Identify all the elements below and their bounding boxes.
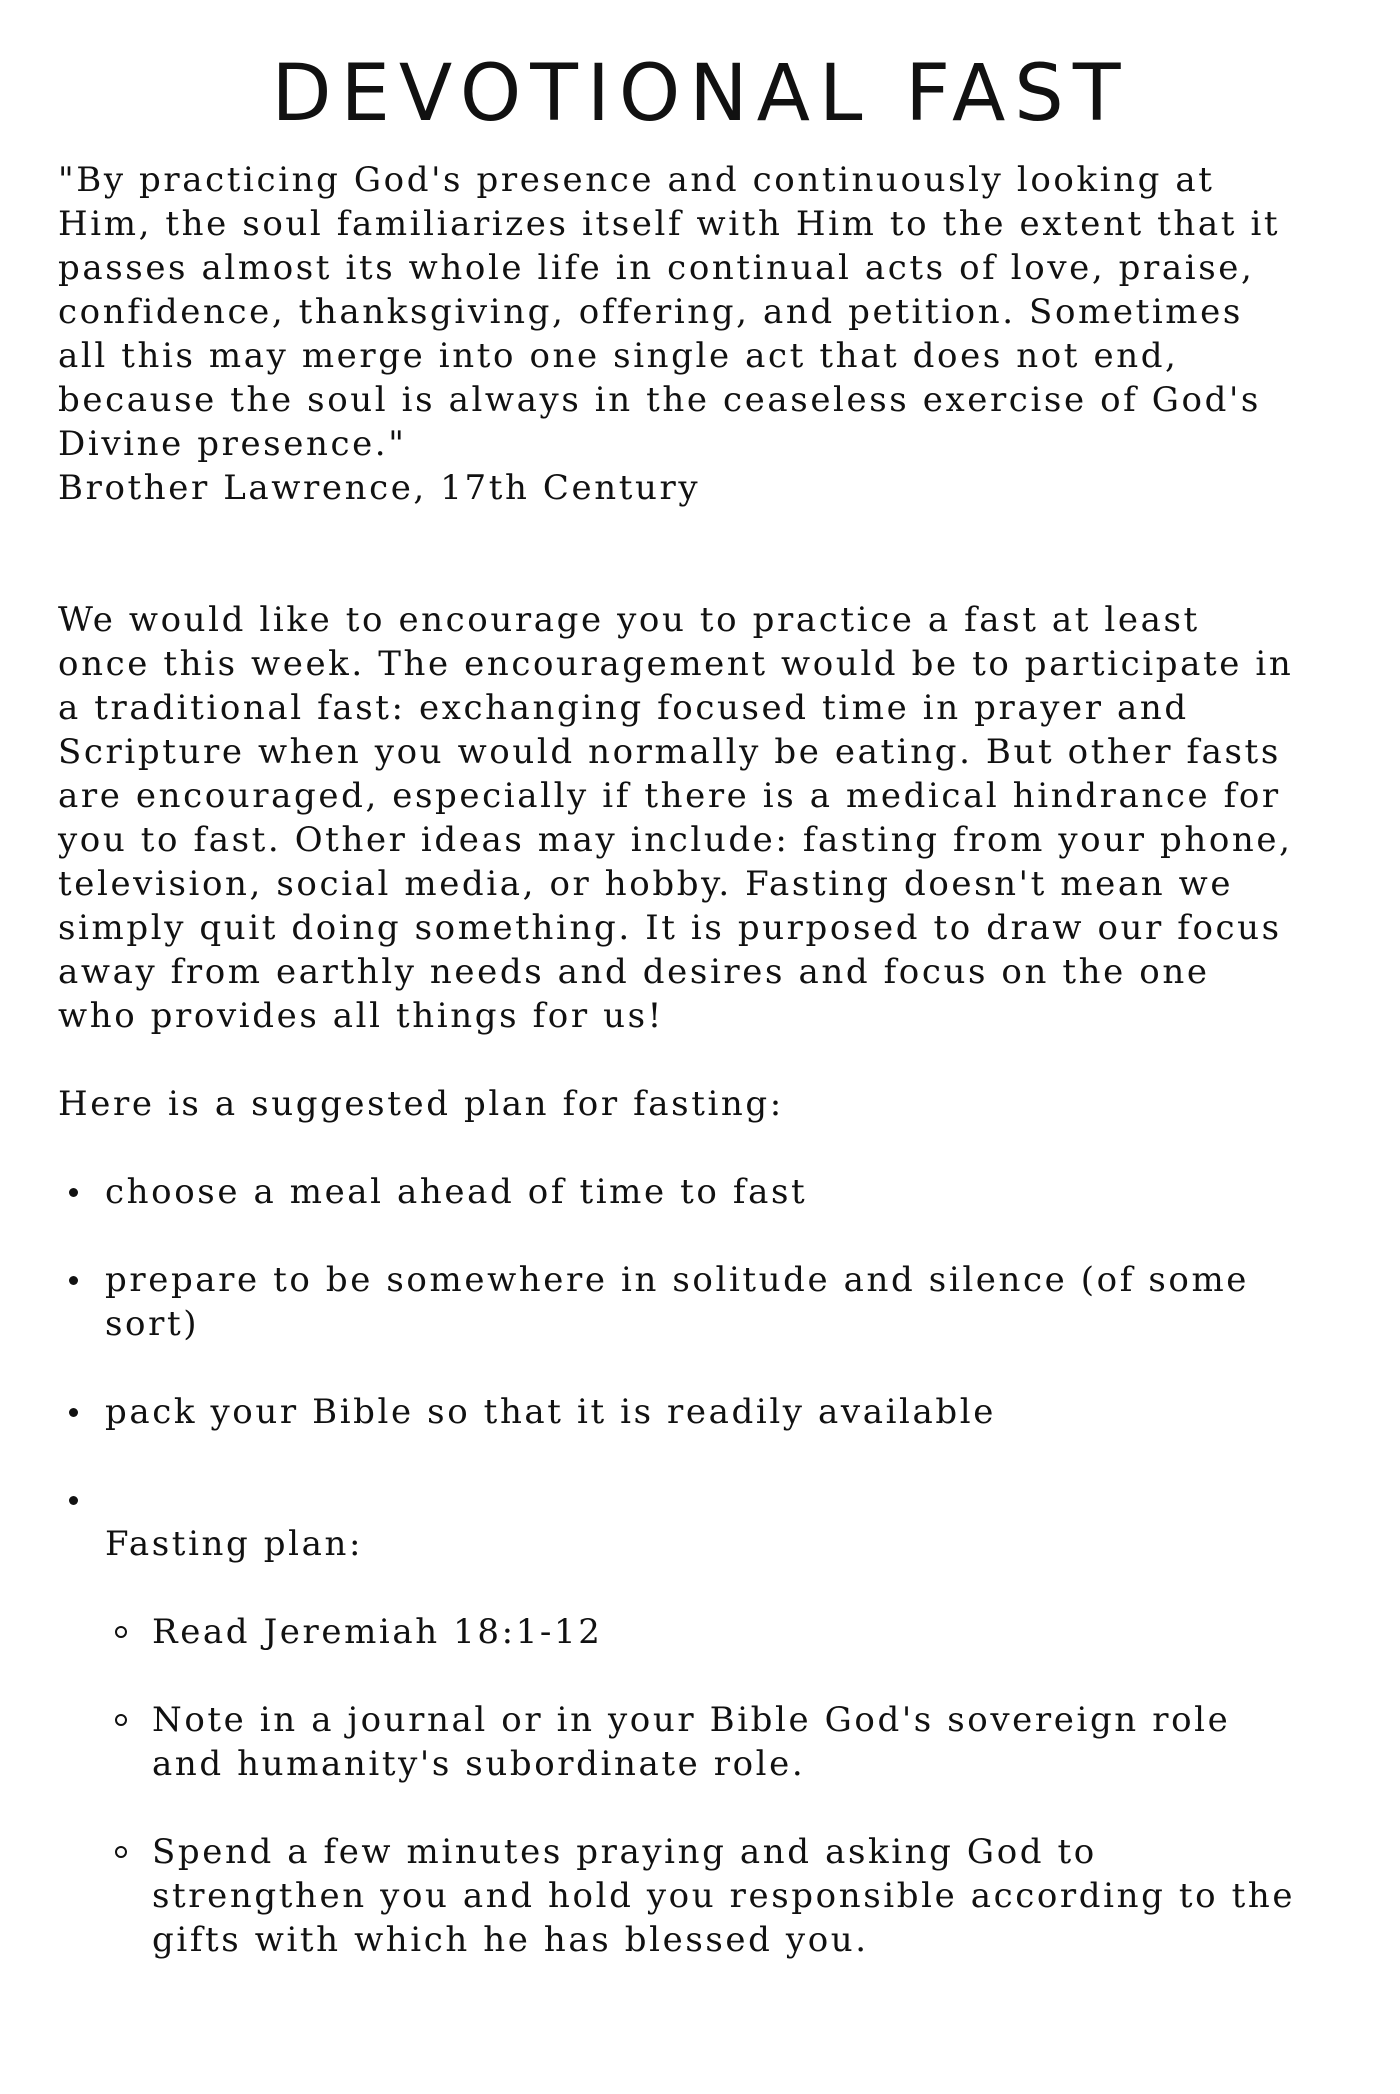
fasting-plan-sublist	[105, 1566, 1358, 2006]
encouragement-paragraph: We would like to encourage you to practice a fast at least once this week. The encouragement would be to participate in a traditional fast: exchanging focused time in prayer and Scripture when you would normally be eating. But other fasts are encouraged, especially if there is a medical hindrance for you to fast. Other ideas may include: fasting from your phone, television, social media, or hobby. Fasting doesn't mean we simply quit doing something. It is purposed to draw our focus away from earthly needs and desires and focus on the one who provides all things for us!	[58, 599, 1294, 1036]
plan-intro: Here is a suggested plan for fasting:	[58, 1083, 784, 1124]
plan-item-pack-bible	[58, 1390, 1358, 1434]
fasting-step-text: Spend a few minutes praying and asking God to strengthen you and hold you responsible according to the gifts with which he has blessed you.	[152, 1831, 1296, 1960]
plan-item-text: choose a meal ahead of time to fast	[105, 1171, 808, 1212]
plan-item-text: prepare to be somewhere in solitude and silence (of some sort)	[105, 1259, 1250, 1344]
plan-item-text: Fasting plan:	[105, 1523, 364, 1564]
quote-text: "By practicing God's presence and continuously looking at Him, the soul familiarizes itself with Him to the extent that it passes almost its whole life in continual acts of love, praise, confidence, thanksgiving, offering, and petition. Sometimes all this may merge into one single act that does not end, because the soul is always in the ceaseless exercise of God's Divine presence."	[58, 159, 1281, 464]
fasting-step-journal	[105, 1698, 1358, 1786]
page-title: DEVOTIONAL FAST	[271, 49, 1130, 139]
fasting-step-read	[105, 1610, 1358, 1654]
fasting-step-pray	[105, 1830, 1358, 1962]
quote-attribution: Brother Lawrence, 17th Century	[58, 467, 701, 508]
plan-list	[58, 1126, 1358, 2094]
plan-item-solitude	[58, 1258, 1358, 1346]
plan-item-text: pack your Bible so that it is readily available	[105, 1391, 996, 1432]
fasting-step-text: Read Jeremiah 18:1-12	[152, 1611, 603, 1652]
fasting-step-text: Note in a journal or in your Bible God's sovereign role and humanity's subordinate role.	[152, 1699, 1231, 1784]
plan-item-fasting-plan	[58, 1478, 1358, 2050]
plan-item-choose-meal	[58, 1170, 1358, 1214]
document-page	[58, 0, 1358, 2094]
